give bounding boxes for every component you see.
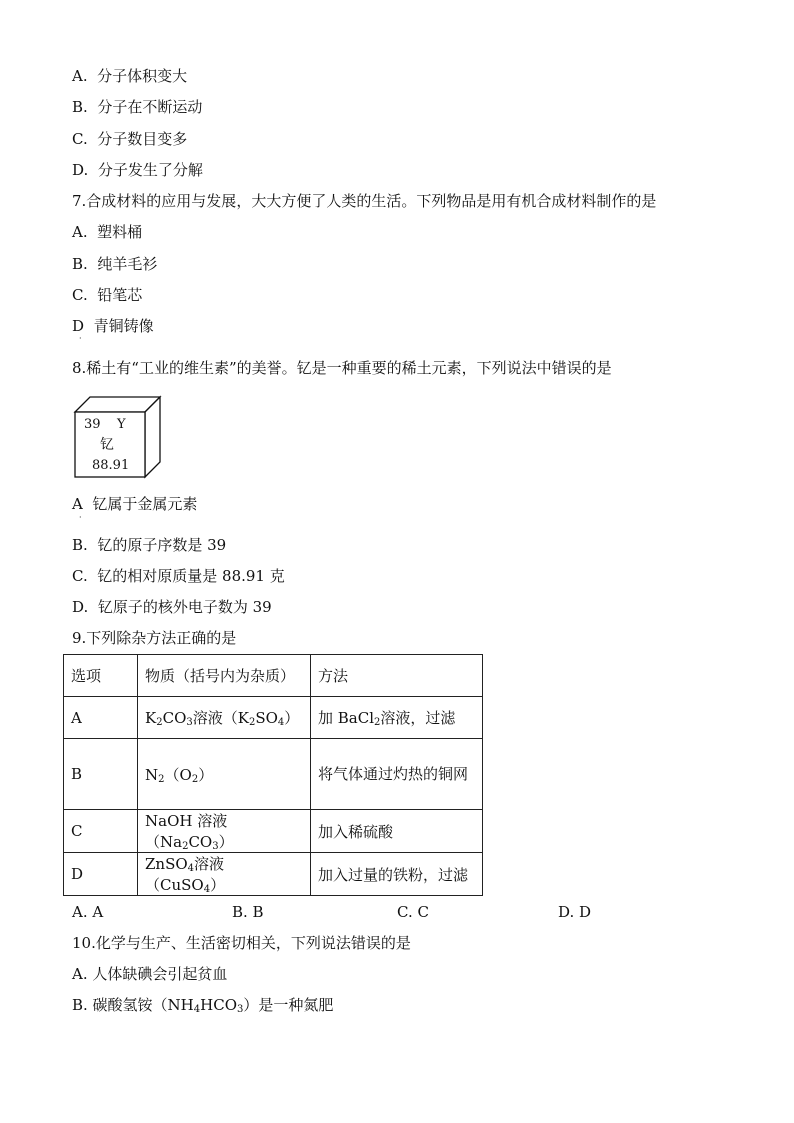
element-symbol: Y [117, 417, 126, 432]
q9-answer-c: C. C [397, 903, 429, 921]
row-option: B [64, 739, 138, 810]
element-name: 钇 [100, 437, 114, 453]
q8-stem: 8.稀土有“工业的维生素”的美誉。钇是一种重要的稀土元素，下列说法中错误的是 [72, 359, 612, 377]
q9-answer-d: D. D [558, 903, 592, 921]
element-tile-yttrium [72, 394, 162, 480]
q7-option-a: A. 塑料桶 [72, 223, 143, 241]
header-substance: 物质（括号内为杂质） [138, 655, 311, 697]
row-substance: ZnSO$_4$溶液（CuSO$_4$） [138, 853, 311, 896]
q6-option-b: B. 分子在不断运动 [72, 98, 203, 116]
element-atomic-number: 39 [84, 417, 101, 432]
q7-option-d: D 青铜铸像 [72, 317, 154, 335]
q10-option-b: B. 碳酸氢铵$(NH_4HCO_3)$是一种氮肥 [72, 996, 334, 1015]
row-option: A [64, 697, 138, 739]
header-method: 方法 [311, 655, 483, 697]
q9-answer-a: A. A [72, 903, 104, 921]
purification-table [63, 654, 483, 896]
q8-option-d: D. 钇原子的核外电子数为 39 [72, 598, 272, 616]
row-substance: $K_2CO_3$溶液$(K_2SO_4)$ [138, 697, 311, 739]
q6-option-d: D. 分子发生了分解 [72, 161, 203, 179]
q8-option-c: C. 钇的相对原质量是 88.91 克 [72, 567, 285, 585]
table-row [64, 853, 483, 896]
q10-stem: 10.化学与生产、生活密切相关，下列说法错误的是 [72, 934, 411, 952]
table-row [64, 697, 483, 739]
element-atomic-mass: 88.91 [92, 458, 130, 473]
q9-stem: 9.下列除杂方法正确的是 [72, 629, 237, 647]
q6-option-c: C. 分子数目变多 [72, 130, 188, 148]
table-header-row [64, 655, 483, 697]
q7-stem: 7.合成材料的应用与发展，大大方便了人类的生活。下列物品是用有机合成材料制作的是 [72, 192, 657, 210]
q8-option-b: B. 钇的原子序数是 39 [72, 536, 227, 554]
row-method: 将气体通过灼热的铜网 [311, 739, 483, 810]
row-substance: NaOH 溶液$(Na_2CO_3)$ [138, 810, 311, 853]
row-method: 加 BaCl$_2$溶液，过滤 [311, 697, 483, 739]
q8-option-a: A 钇属于金属元素 [72, 495, 198, 513]
q7-option-c: C. 铅笔芯 [72, 286, 143, 304]
q7-option-b: B. 纯羊毛衫 [72, 255, 158, 273]
q10-option-a: A. 人体缺碘会引起贫血 [72, 965, 228, 983]
row-method: 加入稀硫酸 [311, 810, 483, 853]
header-option: 选项 [64, 655, 138, 697]
row-option: C [64, 810, 138, 853]
table-row [64, 810, 483, 853]
decorative-dot: · [79, 513, 82, 522]
row-method: 加入过量的铁粉，过滤 [311, 853, 483, 896]
table-row [64, 739, 483, 810]
row-substance: $N_2(O_2)$ [138, 739, 311, 810]
q6-option-a: A. 分子体积变大 [72, 67, 188, 85]
row-option: D [64, 853, 138, 896]
decorative-dot: · [79, 334, 82, 343]
q9-answer-b: B. B [232, 903, 264, 921]
